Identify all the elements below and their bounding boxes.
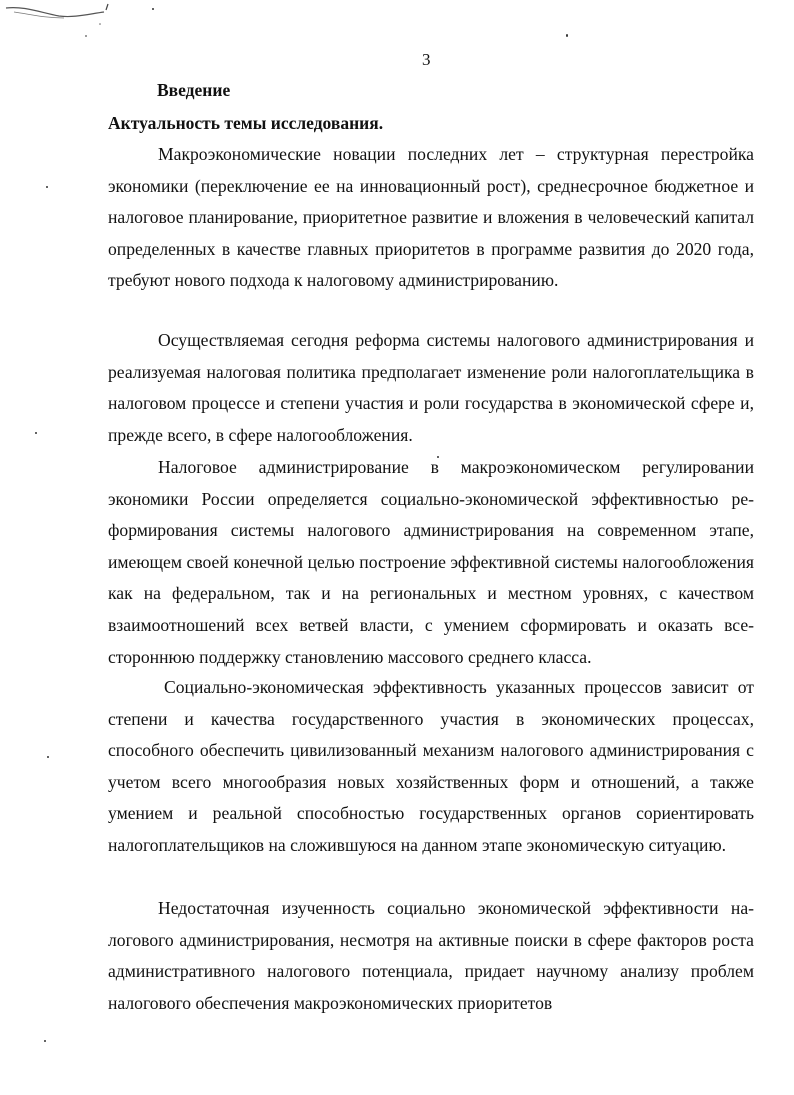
section-heading-relevance: Актуальность темы исследования.	[108, 113, 384, 133]
paragraph-3: Налоговое администрирование в макроэкономическом регулировании экономики России определяется социально-экономической эффективностью реформирования системы налогового администрирования на современном этапе, имеющем своей конечной целью построение эффективной системы налогообложения как на федеральном, так и на региональных и местном уровнях, с качеством взаимоотношений всех ветвей власти, с умением сформировать и оказать всестороннюю поддержку становлению массового среднего класса.	[108, 457, 754, 667]
section-heading-introduction: Введение	[157, 80, 231, 100]
paragraph-4: Социально-экономическая эффективность указанных процессов зависит от степени и качества государственного участия в экономических процессах, способного обеспечить цивилизованный механизм налогового администрирования с учетом всего многообразия новых хозяйственных форм и отношений, а также умением и реальной способностью государственных органов сориентировать налогоплательщиков на сложившуюся на данном этапе экономическую ситуацию.	[108, 677, 754, 855]
paragraph-2: Осуществляемая сегодня реформа системы налогового администрирования и реализуемая налоговая политика предполагает изменение роли налогоплательщика в налоговом процессе и степени участия и роли государства в экономической сфере и, прежде всего, в сфере налогообложения.	[108, 330, 754, 445]
scan-speck	[46, 186, 48, 188]
scan-artifact-icon	[4, 2, 124, 42]
scan-speck	[152, 8, 154, 10]
scan-speck	[47, 756, 49, 758]
page-number: 3	[422, 50, 431, 69]
paragraph-5: Недостаточная изученность социально экономической эффективности налогового администрирования, несмотря на активные поиски в сфере факторов роста административного налогового потенциала, придает научному анализу проблем налогового обеспечения макроэкономических приоритетов	[108, 898, 754, 1013]
paragraph-1: Макроэкономические новации последних лет – структурная перестройка экономики (переключение ее на инновационный рост), среднесрочное бюджетное и налоговое планирование, приоритетное развитие и вложения в человеческий капитал определенных в качестве главных приоритетов в программе развития до 2020 года, требуют нового подхода к налоговому администрированию.	[108, 144, 754, 291]
scan-speck	[35, 432, 37, 434]
scan-speck	[566, 34, 568, 37]
scan-speck	[44, 1040, 46, 1042]
